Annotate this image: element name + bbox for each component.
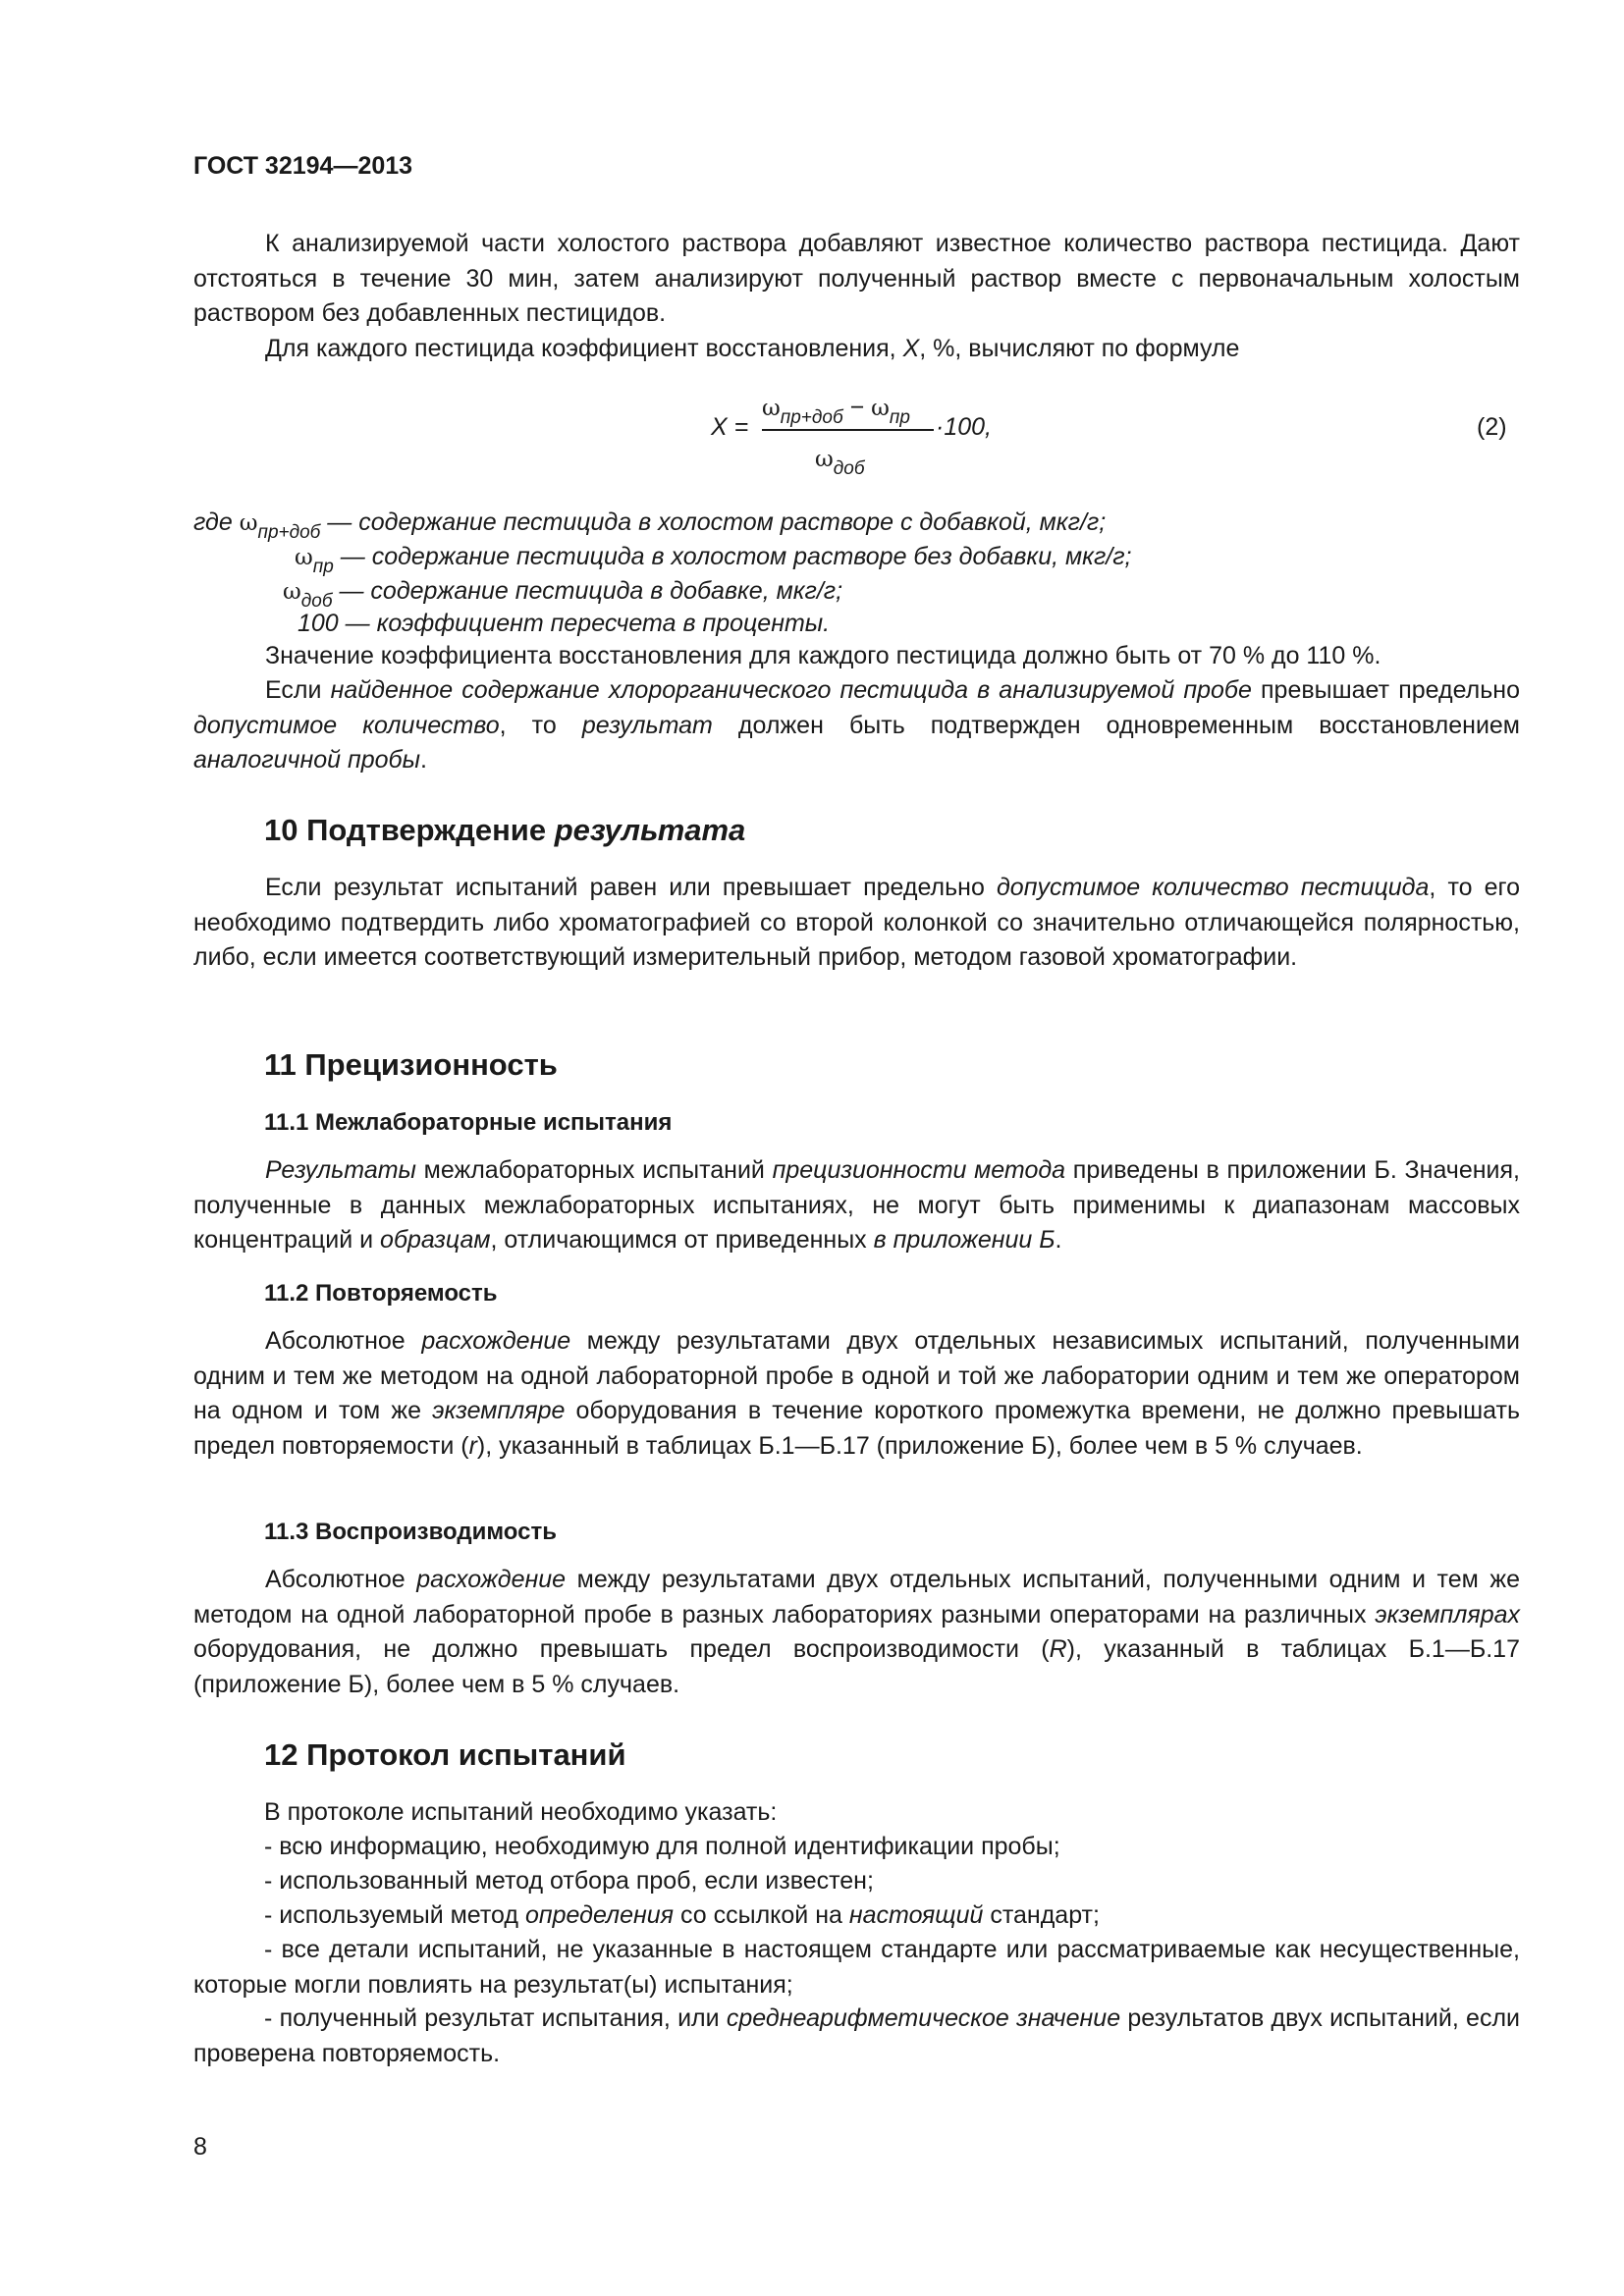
omega-symbol: ω bbox=[815, 447, 834, 472]
italic-span: в приложении Б bbox=[873, 1226, 1056, 1254]
document-code: ГОСТ 32194—2013 bbox=[193, 152, 413, 180]
italic-span: расхождение bbox=[421, 1327, 571, 1355]
protocol-item-2: - использованный метод отбора проб, если известен; bbox=[264, 1867, 874, 1895]
text-span: превышает предельно bbox=[1251, 676, 1520, 704]
subscript: пр bbox=[889, 407, 910, 428]
protocol-item-4: - все детали испытаний, не указанные в настоящем стандарте или рассматриваемые как несущественные, которые могли повлиять на результат(ы) испытания; bbox=[193, 1936, 1520, 1999]
intro-paragraph-2 bbox=[193, 332, 1520, 367]
section-12-heading: 12 Протокол испытаний bbox=[264, 1737, 626, 1772]
equation-number: (2) bbox=[1477, 413, 1507, 441]
text-span: , отличающимся от приведенных bbox=[490, 1226, 874, 1254]
text-span: . bbox=[420, 746, 427, 774]
where-row-2 bbox=[295, 540, 1132, 577]
minus-sign: − bbox=[842, 394, 872, 421]
subsection-11-3-heading: 11.3 Воспроизводимость bbox=[264, 1519, 557, 1545]
text-span: результатов двух испытаний, если проверена повторяемость. bbox=[193, 2004, 1520, 2067]
omega-symbol: ω bbox=[283, 579, 301, 605]
where-text: — содержание пестицида в холостом растворе без добавки, мкг/г; bbox=[333, 543, 1132, 570]
where-lead: где bbox=[193, 508, 240, 536]
omega-symbol: ω bbox=[239, 510, 258, 536]
italic-span: расхождение bbox=[416, 1566, 567, 1593]
italic-span: определения bbox=[524, 1901, 675, 1929]
italic-span: найденное содержание хлорорганического пестицида в анализируемой пробе bbox=[330, 676, 1252, 704]
text-span: межлабораторных испытаний bbox=[415, 1156, 773, 1184]
italic-span: экземплярах bbox=[1375, 1600, 1520, 1629]
text-span: , %, вычисляют по формуле bbox=[919, 335, 1240, 362]
italic-span: аналогичной пробы bbox=[193, 746, 420, 774]
text-span: ), указанный в таблицах Б.1—Б.17 (приложение Б), более чем в 5 % случаев. bbox=[476, 1431, 1363, 1460]
heading-text: 10 Подтверждение bbox=[264, 813, 555, 847]
protocol-item-3 bbox=[264, 1898, 1520, 1934]
italic-span: допустимое количество пестицида bbox=[996, 874, 1430, 901]
recovery-paragraph: Значение коэффициента восстановления для каждого пестицида должно быть от 70 % до 110 %. bbox=[265, 642, 1381, 669]
where-row-4: 100 — коэффициент пересчета в проценты. bbox=[298, 610, 831, 637]
italic-span: допустимое количество bbox=[193, 711, 500, 739]
fraction-bar bbox=[762, 429, 934, 431]
italic-span: прецизионности метода bbox=[772, 1156, 1066, 1184]
italic-span: R bbox=[1049, 1635, 1067, 1663]
section-10-heading bbox=[264, 811, 745, 850]
omega-symbol: ω bbox=[871, 396, 890, 421]
formula-denominator bbox=[815, 442, 865, 479]
text-span: стандарт; bbox=[983, 1901, 1100, 1929]
protocol-item-1: - всю информацию, необходимую для полной идентификации пробы; bbox=[264, 1833, 1060, 1860]
text-span: - полученный результат испытания, или bbox=[264, 2004, 727, 2032]
formula-numerator bbox=[762, 391, 910, 428]
section-10-paragraph bbox=[193, 871, 1520, 976]
omega-symbol: ω bbox=[762, 396, 781, 421]
subscript: пр+доб bbox=[780, 407, 843, 428]
subscript: доб bbox=[300, 591, 333, 612]
italic-span: настоящий bbox=[848, 1901, 984, 1929]
where-text: — содержание пестицида в холостом растворе с добавкой, мкг/г; bbox=[320, 508, 1107, 536]
text-span: между результатами двух отдельных испытаний, полученными одним и тем же методом на одной лабораторной пробе в разных лабораториях разными операторами на различных bbox=[193, 1566, 1521, 1629]
omega-symbol: ω bbox=[295, 545, 313, 570]
text-span: оборудования, не должно превышать предел воспроизводимости ( bbox=[193, 1635, 1050, 1663]
text-span: , то его необходимо подтвердить либо хроматографией со второй колонкой со значительно отличающейся полярностью, либо, если имеется соответствующий измерительный прибор, методом газовой хроматографии. bbox=[193, 874, 1521, 971]
text-span: ), указанный в таблицах Б.1—Б.17 (приложение Б), более чем в 5 % случаев. bbox=[193, 1635, 1520, 1698]
where-text: — содержание пестицида в добавке, мкг/г; bbox=[332, 577, 843, 605]
protocol-item-5 bbox=[193, 2002, 1520, 2071]
protocol-intro: В протоколе испытаний необходимо указать: bbox=[264, 1798, 778, 1826]
text-span: оборудования в течение короткого промежутка времени, не должно превышать предел повторяемости ( bbox=[193, 1397, 1520, 1460]
subsection-11-3-paragraph bbox=[193, 1563, 1520, 1702]
italic-span: результат bbox=[581, 711, 713, 739]
text-span: , то bbox=[499, 711, 582, 739]
subsection-11-2-paragraph bbox=[193, 1324, 1520, 1464]
text-span: между результатами двух отдельных независимых испытаний, полученными одним и тем же методом на одной лабораторной пробе в одной и той же лаборатории одним и тем же оператором на одном и том же bbox=[193, 1327, 1520, 1424]
text-span: Для каждого пестицида коэффициент восстановления, bbox=[265, 335, 903, 362]
text-span: . bbox=[1055, 1226, 1062, 1254]
intro-paragraph-1: К анализируемой части холостого раствора добавляют известное количество раствора пестицида. Дают отстояться в течение 30 мин, затем анализируют полученный раствор вместе с первоначальным холостым раствором без добавленных пестицидов. bbox=[193, 230, 1520, 327]
heading-italic: результата bbox=[554, 813, 746, 847]
subsection-11-1-paragraph bbox=[193, 1153, 1520, 1258]
subscript: доб bbox=[833, 458, 865, 479]
where-row-3 bbox=[283, 574, 842, 612]
italic-span: r bbox=[468, 1431, 477, 1460]
text-span: со ссылкой на bbox=[674, 1901, 849, 1929]
variable-x: X bbox=[902, 335, 920, 362]
text-span: должен быть подтвержден одновременным восстановлением bbox=[712, 711, 1520, 739]
italic-span: экземпляре bbox=[432, 1397, 566, 1424]
text-span: Если bbox=[265, 676, 331, 704]
italic-span: образцам bbox=[380, 1226, 491, 1254]
subsection-11-2-heading: 11.2 Повторяемость bbox=[264, 1280, 498, 1307]
subscript: пр+доб bbox=[257, 522, 321, 543]
italic-span: Результаты bbox=[265, 1156, 416, 1184]
formula-lhs: X = bbox=[711, 413, 749, 441]
text-span: приведены в приложении Б. Значения, полученные в данных межлабораторных испытаниях, не могут быть применимы к диапазонам массовых концентраций и bbox=[193, 1156, 1520, 1254]
section-11-heading: 11 Прецизионность bbox=[264, 1047, 558, 1082]
where-row-1 bbox=[193, 506, 1106, 543]
text-span: Абсолютное bbox=[265, 1566, 417, 1593]
text-span: Если результат испытаний равен или превышает предельно bbox=[265, 874, 997, 901]
text-span: - используемый метод bbox=[264, 1901, 525, 1929]
text-span: Абсолютное bbox=[265, 1327, 422, 1355]
subscript: пр bbox=[312, 557, 334, 577]
exceed-paragraph bbox=[193, 673, 1520, 778]
italic-span: среднеарифметическое значение bbox=[726, 2004, 1121, 2032]
subsection-11-1-heading: 11.1 Межлабораторные испытания bbox=[264, 1109, 673, 1136]
page-number: 8 bbox=[193, 2133, 207, 2161]
formula-multiplier: ·100, bbox=[936, 413, 992, 441]
